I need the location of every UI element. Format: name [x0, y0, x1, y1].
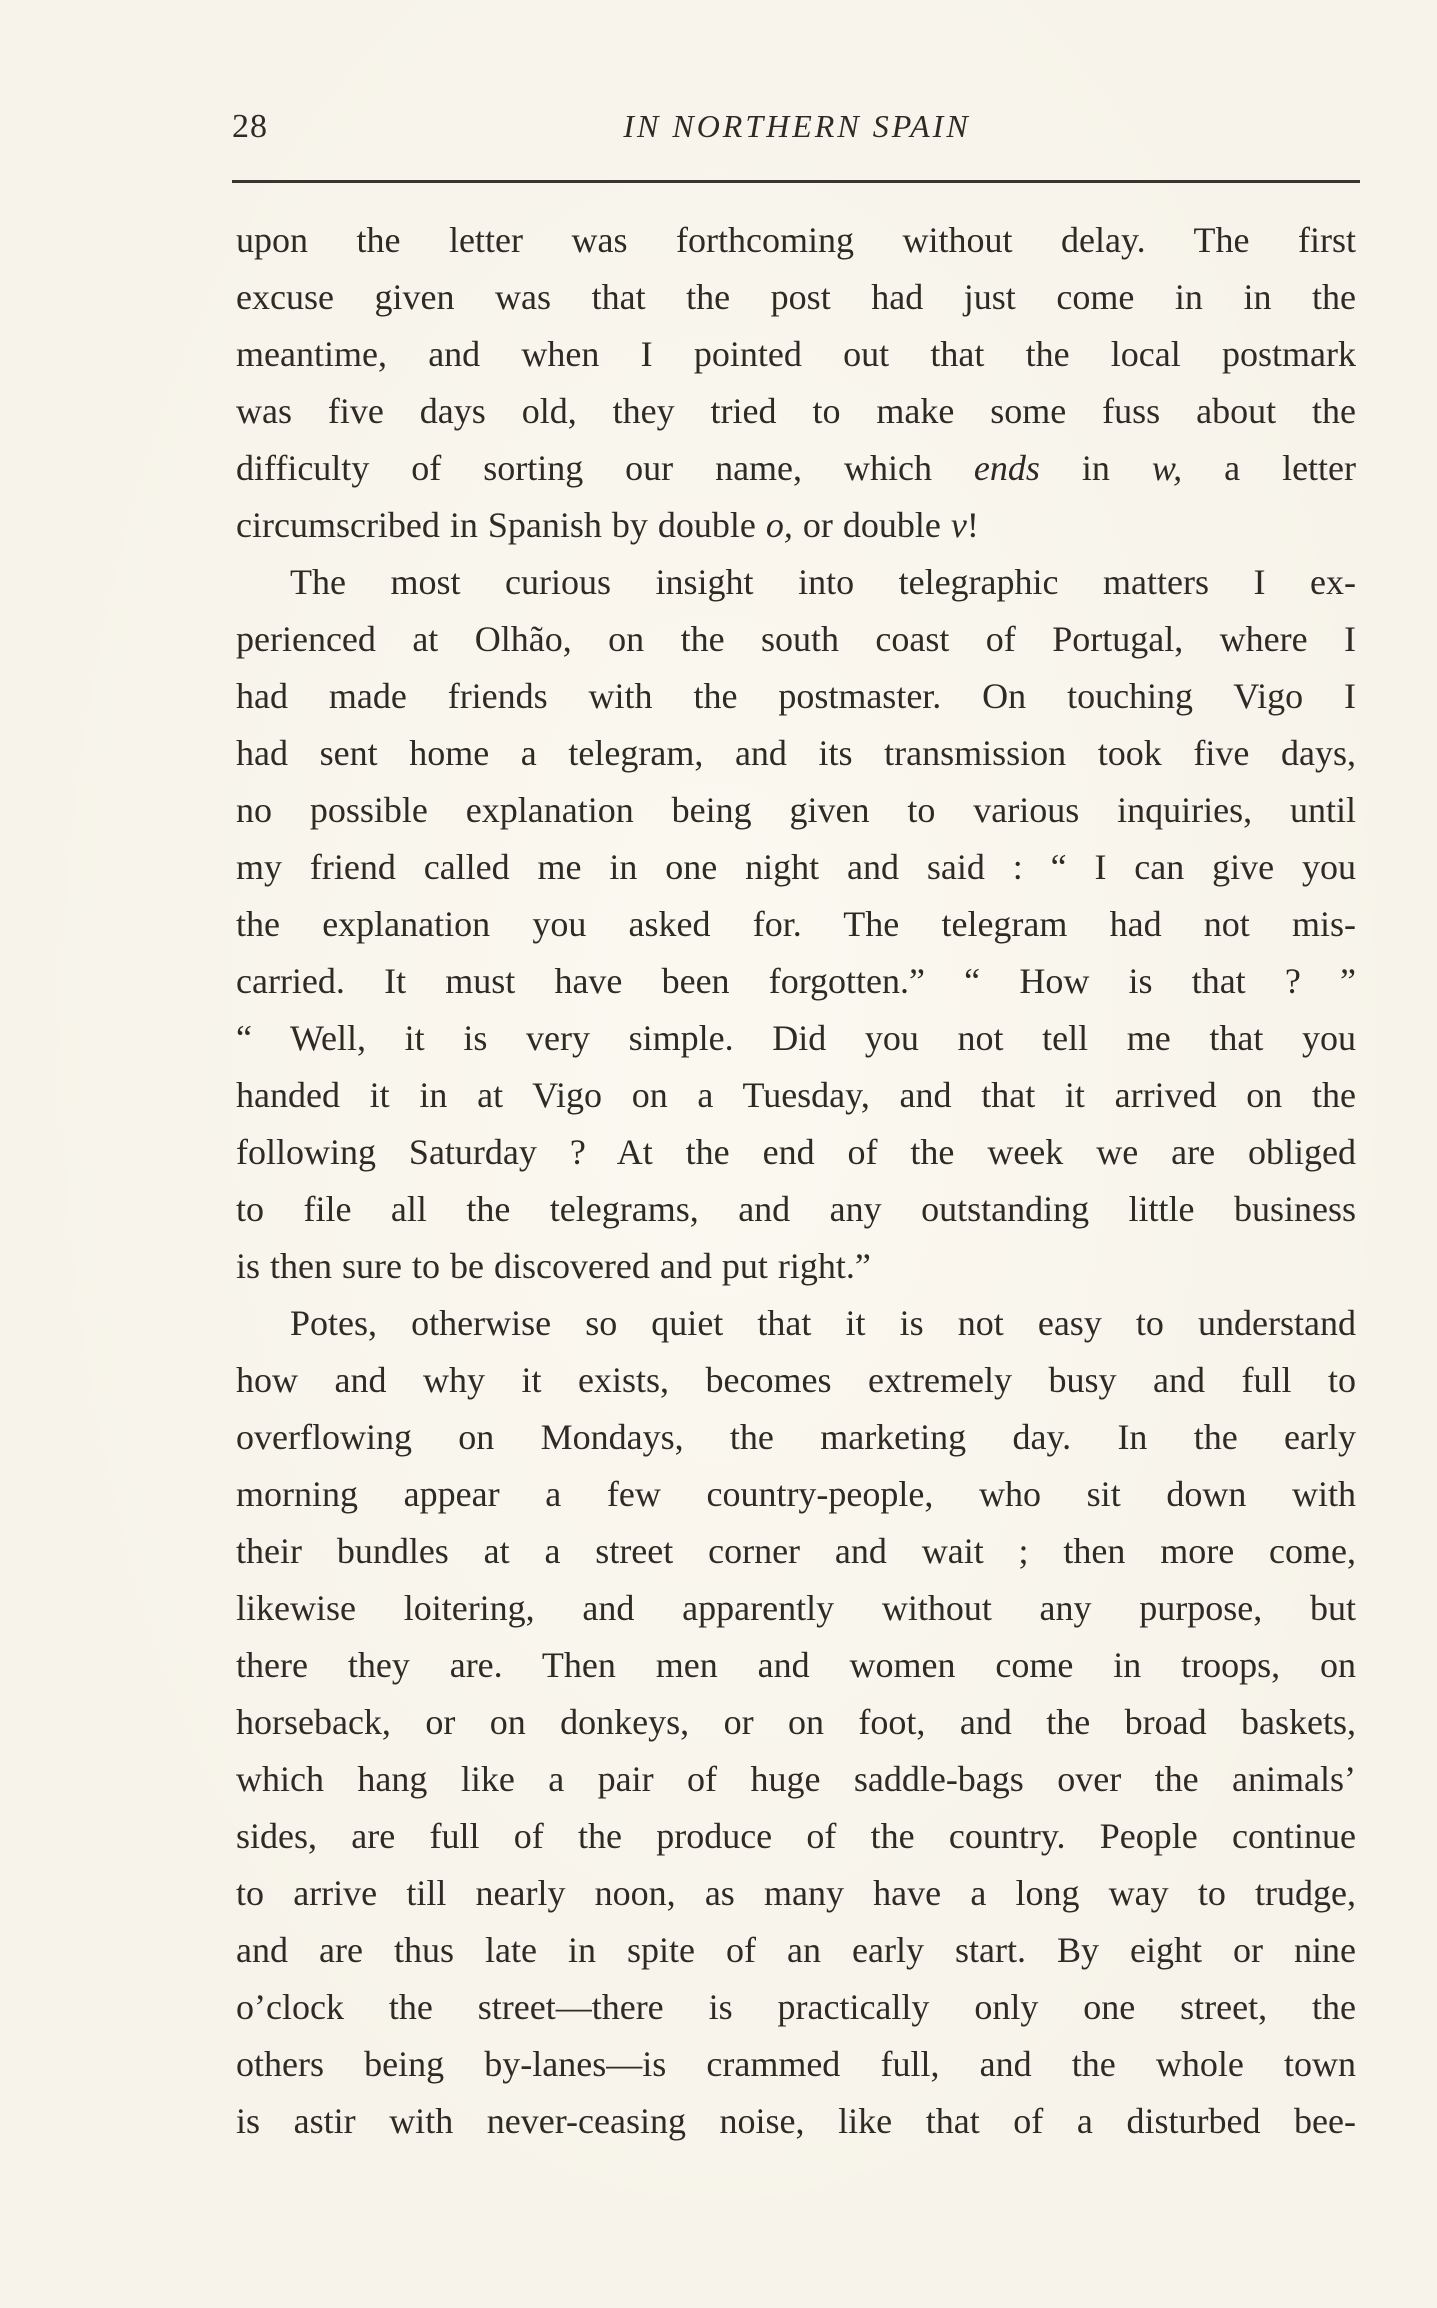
text-line: their bundles at a street corner and wait ; then more come,: [236, 1531, 1356, 1571]
text-line: excuse given was that the post had just come in in the: [236, 277, 1356, 317]
text-line: is then sure to be discovered and put right.”: [236, 1246, 871, 1286]
text-line: Potes, otherwise so quiet that it is not easy to understand: [290, 1303, 1356, 1343]
running-title: IN NORTHERN SPAIN: [623, 108, 971, 144]
text-line: to file all the telegrams, and any outstanding little business: [236, 1189, 1356, 1229]
text-line: perienced at Olhão, on the south coast of Portugal, where I: [236, 619, 1356, 659]
text-line: was five days old, they tried to make some fuss about the: [236, 391, 1356, 431]
text-line: [236, 440, 1356, 497]
text-line: the explanation you asked for. The telegram had not mis-: [236, 904, 1356, 944]
text-line: had made friends with the postmaster. On touching Vigo I: [236, 676, 1356, 716]
text-line: handed it in at Vigo on a Tuesday, and that it arrived on the: [236, 1075, 1356, 1115]
text-line: overflowing on Mondays, the marketing day. In the early: [236, 1417, 1356, 1457]
text-line: no possible explanation being given to various inquiries, until: [236, 790, 1356, 830]
text-line: o’clock the street—there is practically only one street, the: [236, 1987, 1356, 2027]
text-line: likewise loitering, and apparently without any purpose, but: [236, 1588, 1356, 1628]
header-rule: [232, 180, 1360, 183]
text-line: meantime, and when I pointed out that the local postmark: [236, 334, 1356, 374]
page-header: [232, 108, 1362, 152]
text-line: my friend called me in one night and said : “ I can give you: [236, 847, 1356, 887]
page-number: 28: [232, 108, 268, 145]
text-run: difficulty of sorting our name, which: [236, 448, 932, 488]
text-line: had sent home a telegram, and its transmission took five days,: [236, 733, 1356, 773]
text-line: upon the letter was forthcoming without delay. The first: [236, 220, 1356, 260]
text-line: carried. It must have been forgotten.” “ How is that ? ”: [236, 961, 1356, 1001]
text-line: “ Well, it is very simple. Did you not tell me that you: [236, 1018, 1356, 1058]
text-run: in: [1081, 448, 1110, 488]
body-text: [236, 212, 1356, 2150]
text-line: sides, are full of the produce of the country. People continue: [236, 1816, 1356, 1856]
text-line: [236, 497, 1356, 554]
text-run: !: [966, 505, 979, 545]
text-line: The most curious insight into telegraphic matters I ex-: [290, 562, 1356, 602]
italic-word: w,: [1151, 448, 1183, 488]
text-run: or double: [802, 505, 941, 545]
text-line: and are thus late in spite of an early start. By eight or nine: [236, 1930, 1356, 1970]
italic-word: o,: [765, 505, 793, 545]
text-line: which hang like a pair of huge saddle-bags over the animals’: [236, 1759, 1356, 1799]
text-line: others being by-lanes—is crammed full, and the whole town: [236, 2044, 1356, 2084]
text-line: how and why it exists, becomes extremely busy and full to: [236, 1360, 1356, 1400]
text-run: a letter: [1224, 448, 1357, 488]
text-line: is astir with never-ceasing noise, like that of a disturbed bee-: [236, 2101, 1356, 2141]
text-line: horseback, or on donkeys, or on foot, and the broad baskets,: [236, 1702, 1356, 1742]
text-line: there they are. Then men and women come in troops, on: [236, 1645, 1356, 1685]
text-line: following Saturday ? At the end of the week we are obliged: [236, 1132, 1356, 1172]
text-line: to arrive till nearly noon, as many have a long way to trudge,: [236, 1873, 1356, 1913]
italic-word: ends: [973, 448, 1040, 488]
text-run: circumscribed in Spanish by double: [236, 505, 756, 545]
text-line: morning appear a few country-people, who sit down with: [236, 1474, 1356, 1514]
italic-word: v: [950, 505, 967, 545]
